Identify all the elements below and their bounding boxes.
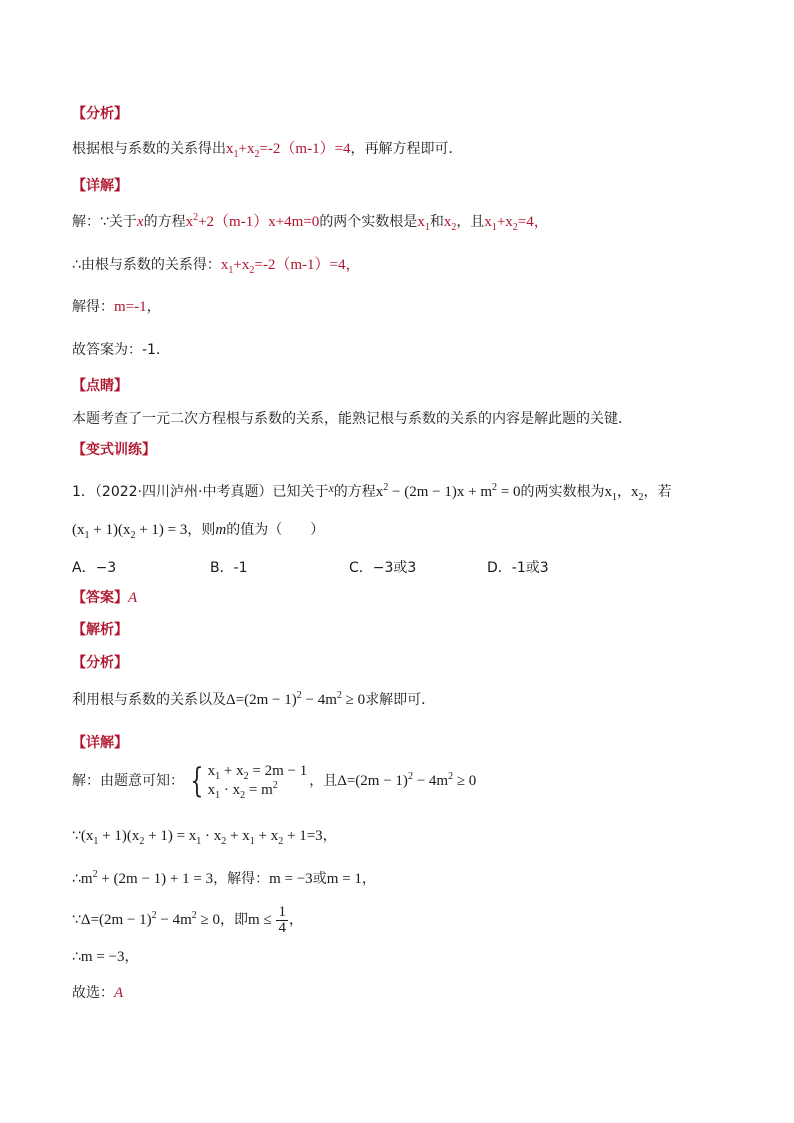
section-analysis-heading: 【分析】: [72, 106, 128, 122]
equation-system: { $x_1 + x_2 = 2m - 1$ $x_1 \cdot x_2 = m^2$: [190, 761, 308, 801]
solution-line-1: 解：∵关于x的方程$x^2+2(m-1)x+4m=0$的两个实数根是$x_1$和$x_2$，且$x_1+x_2=4$，: [72, 212, 549, 233]
section-solution-heading: 【解析】: [72, 622, 128, 638]
question-line-1: 1．（2022·四川泸州·中考真题）已知关于x的方程$x^2 - (2m - 1)x + m^2 = 0$的两实数根为$x_1$，$x_2$，若: [72, 481, 672, 503]
solution-answer-line: 故答案为：-1．: [72, 342, 170, 358]
fraction-one-quarter: $\frac{1}{4}$: [278, 903, 286, 936]
sum-of-roots-expr: $x_1+x_2=-2(m-1)=4$: [226, 141, 351, 160]
answer-line: 【答案】A: [72, 590, 138, 606]
detail2-line-2: $\because(x_1 + 1)(x_2 + 1) = x_1 \cdot x_2 + x_1 + x_2 + 1=3$，: [72, 828, 337, 847]
solution-line-3: 解得：m=-1，: [72, 299, 161, 315]
section-detail-heading: 【详解】: [72, 178, 128, 194]
analysis-text: 根据根与系数的关系得出$x_1+x_2=-2(m-1)=4$，再解方程即可．: [72, 141, 463, 160]
detail2-line-4: ∵Δ=(2m − $1)^2 - 4m^2 \ge 0$，即m ≤ $\frac{1}{4}$ ，: [72, 903, 303, 936]
option-d[interactable]: D．-1或3: [487, 560, 549, 576]
solution-line-2: ∴由根与系数的关系得：$x_1+x_2=-2(m-1)=4$，: [72, 257, 361, 276]
question-line-2: $(x_1 + 1)(x_2 + 1) = 3$，则m的值为（ ）: [72, 522, 325, 541]
detail2-line-3: $\therefore m^2 + (2m - 1) + 1 = 3$，解得：m = −3或m = 1，: [72, 869, 376, 887]
detail2-line-5: ∴m = −3，: [72, 949, 139, 965]
final-answer-line: 故选：A: [72, 985, 124, 1001]
section-variant-heading: 【变式训练】: [72, 442, 156, 458]
option-b[interactable]: B．-1: [210, 560, 248, 576]
section-comment-heading: 【点睛】: [72, 378, 128, 394]
detail2-line-1: 解：由题意可知： { $x_1 + x_2 = 2m - 1$ $x_1 \cdot x_2 = m^2$ ，且$\Delta=(2m - 1)^2 - 4m^2 \ge 0$: [72, 761, 477, 801]
comment-text: 本题考查了一元二次方程根与系数的关系，能熟记根与系数的关系的内容是解此题的关键．: [72, 411, 632, 427]
section-analysis2-heading: 【分析】: [72, 655, 128, 671]
option-c[interactable]: C．−3或3: [349, 560, 417, 576]
option-a[interactable]: A．−3: [72, 560, 117, 576]
section-detail2-heading: 【详解】: [72, 735, 128, 751]
analysis2-text: 利用根与系数的关系以及$\Delta=(2m - 1)^2 - 4m^2 \ge 0$求解即可．: [72, 690, 436, 708]
